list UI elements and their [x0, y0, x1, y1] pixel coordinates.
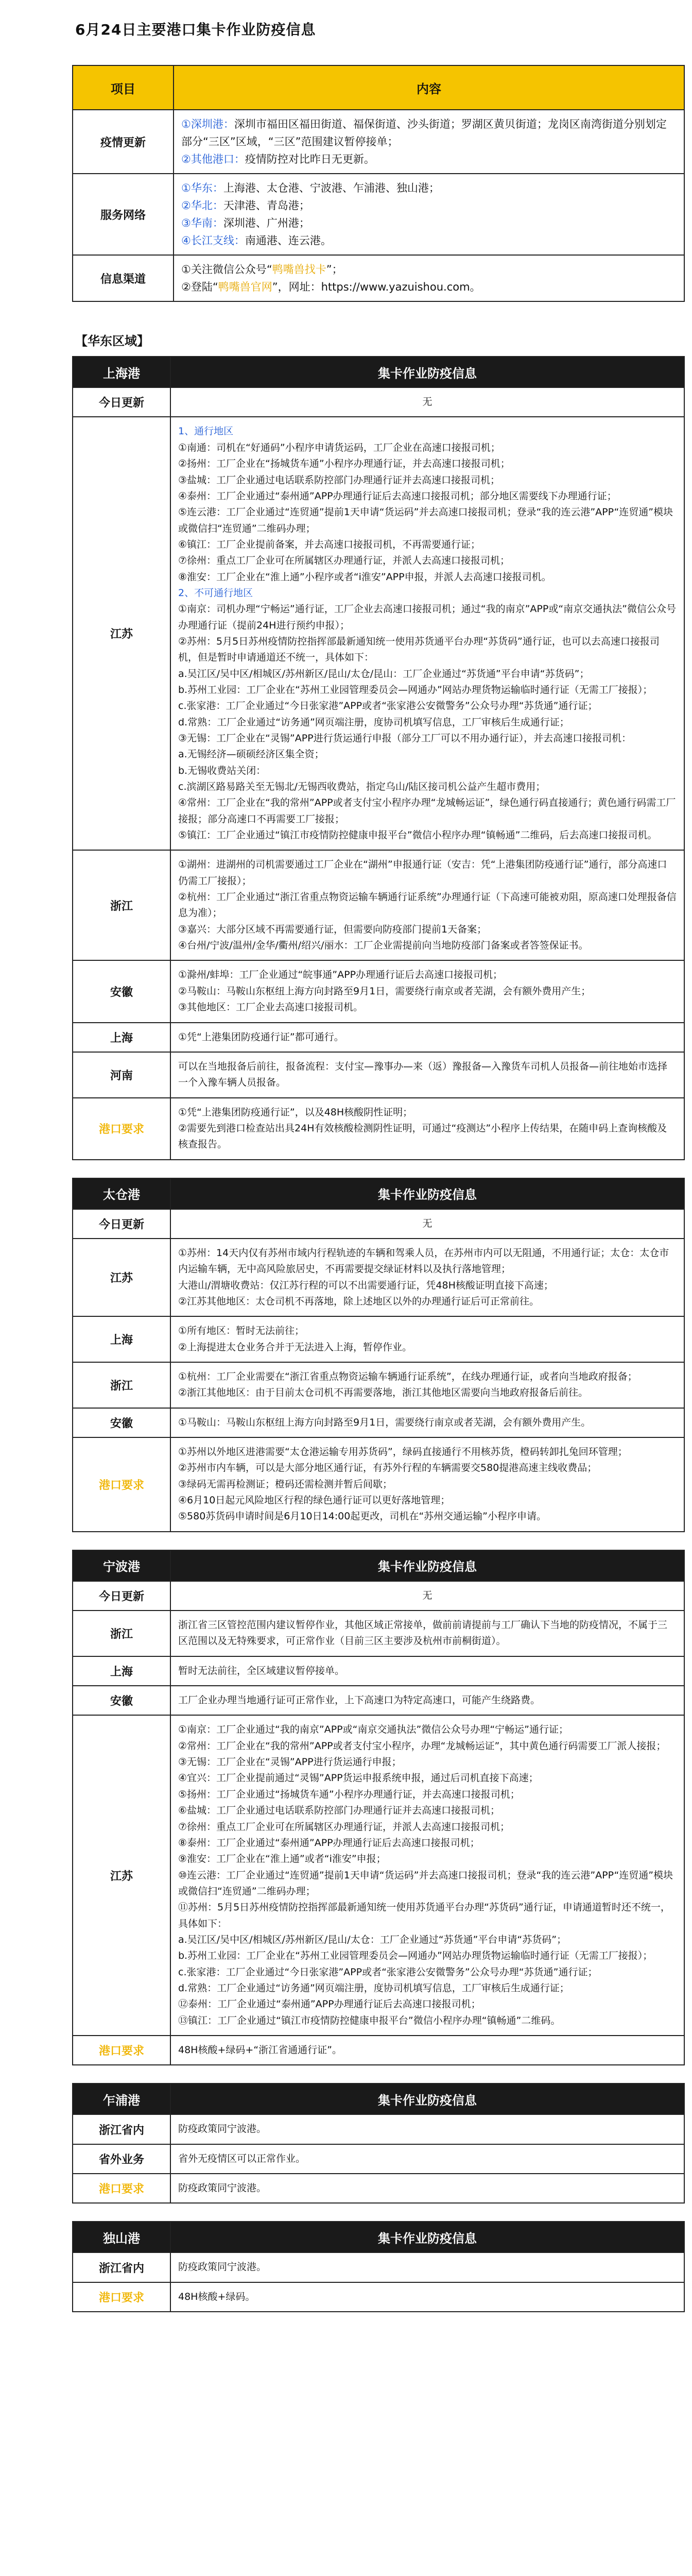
port-row-line: 无 [422, 1217, 432, 1229]
port-row-content [170, 2282, 684, 2312]
port-row-content [170, 1316, 684, 1362]
port-row-content [170, 417, 684, 850]
port-header-row [73, 357, 684, 387]
port-row-content [170, 1686, 684, 1715]
port-name: 宁波港 [73, 1550, 170, 1581]
port-row-content [170, 1581, 684, 1611]
port-row-content [170, 1362, 684, 1408]
summary-row-label: 服务网络 [73, 174, 174, 255]
port-row [73, 2282, 684, 2312]
port-row-line: 1、通行地区 [178, 426, 234, 437]
port-row-label: 今日更新 [73, 387, 170, 417]
port-row [73, 1581, 684, 1611]
ports-container [72, 356, 692, 2312]
port-row-line: ①南通：司机在“好通码”小程序申请货运码，工厂企业在高速口接报司机； [178, 442, 500, 453]
summary-line-highlight: ①深圳港： [181, 118, 234, 130]
port-row [73, 1023, 684, 1052]
port-row [73, 1686, 684, 1715]
port-row [73, 2144, 684, 2174]
port-row-line: ⑨淮安：工厂企业在“淮上通”或者“i淮安”申报； [178, 1853, 386, 1865]
summary-line-highlight: ②其他港口： [181, 153, 245, 166]
port-table [72, 2221, 685, 2312]
port-row-line: b.无锡收费站关闭： [178, 765, 266, 776]
port-row-line: ②浙江其他地区：由于目前太仓司机不再需要落地，浙江其他地区需要向当地政府报备后前往。 [178, 1387, 589, 1399]
summary-line [181, 197, 677, 214]
port-table [72, 1178, 685, 1532]
summary-line [181, 150, 677, 168]
port-row-line: ③其他地区：工厂企业去高速口接报司机。 [178, 1002, 364, 1013]
summary-row [73, 255, 684, 301]
summary-line-text: 南通港、连云港。 [245, 234, 332, 247]
summary-line-text: 深圳港、广州港； [223, 217, 310, 230]
summary-line-text: 疫情防控对比昨日无更新。 [245, 153, 375, 166]
port-row-line: 暂时无法前往，全区域建议暂停接单。 [178, 1665, 345, 1676]
port-row-line: 浙江省三区管控范围内建议暂停作业，其他区域正常接单，做前前请提前与工厂确认下当地的防疫情况，不属于三区范围以及无特殊要求，可正常作业（目前三区主要涉及杭州市前桐街道）。 [178, 1619, 668, 1647]
port-row-line: ①南京：司机办理“宁畅运”通行证，工厂企业去高速口接报司机；通过“我的南京”APP或“南京交通执法”微信公众号办理通行证（提前24H进行预约申报）； [178, 603, 677, 631]
port-header-row [73, 2083, 684, 2114]
port-row-label: 安徽 [73, 960, 170, 1022]
port-row-label: 浙江省内 [73, 2114, 170, 2144]
port-row-line: ①杭州：工厂企业需要在“浙江省重点物资运输车辆通行证系统”，在线办理通行证，或者向当地政府报备； [178, 1370, 637, 1382]
port-header-title: 集卡作业防疫信息 [170, 357, 684, 387]
port-row-line: ①滁州/蚌埠：工厂企业通过“皖事通”APP办理通行证后去高速口接报司机； [178, 969, 503, 981]
port-row-line: ③无锡：工厂企业在“灵锡”APP进行货运通行申报； [178, 1756, 402, 1768]
port-header-row [73, 2222, 684, 2252]
port-row-line: ⑦徐州：重点工厂企业可在所属辖区办理通行证，并派人去高速口接报司机； [178, 555, 510, 567]
port-row-content [170, 1715, 684, 2036]
page-title: 6月24日主要港口集卡作业防疫信息 [75, 21, 316, 38]
port-row-line: ④6月10日起元风险地区行程的绿色通行证可以更好落地管理； [178, 1495, 451, 1506]
port-row-line: ②常州：工厂企业在“我的常州”APP或者支付宝小程序，办理“龙城畅运证”，其中黄色通行码需要工厂派人接报； [178, 1740, 666, 1752]
port-row-line: ②马鞍山：马鞍山东枢纽上海方向封路至9月1日，需要绕行南京或者芜湖，会有额外费用产生； [178, 985, 591, 997]
port-row-content [170, 2174, 684, 2203]
port-row-line: ①马鞍山：马鞍山东枢纽上海方向封路至9月1日，需要绕行南京或者芜湖，会有额外费用产生。 [178, 1416, 591, 1428]
summary-line [181, 115, 677, 150]
port-header-title: 集卡作业防疫信息 [170, 1550, 684, 1581]
port-row-content [170, 850, 684, 960]
port-header-row [73, 1550, 684, 1581]
port-row-line: 无 [422, 396, 432, 408]
port-row-line: ④宜兴：工厂企业提前通过“灵锡”APP货运申报系统申报，通过后司机直接下高速； [178, 1772, 539, 1784]
port-row-line: ①凭“上港集团防疫通行证”都可通行。 [178, 1031, 344, 1043]
summary-col-content: 内容 [174, 65, 684, 110]
summary-line-tail: ”，网址：https://www.yazuishou.com。 [272, 281, 481, 294]
port-row-line: ②杭州：工厂企业通过“浙江省重点物资运输车辆通行证系统”办理通行证（下高速可能被劝阻，原高速口处理报备信息为准）； [178, 891, 677, 919]
port-row [73, 1239, 684, 1316]
summary-row [73, 174, 684, 255]
port-row-line: ②苏州：5月5日苏州疫情防控指挥部最新通知统一使用苏货通平台办理“苏货码”通行证，也可以去高速口接报司机，但是暂时申请通道还不统一，具体如下： [178, 635, 660, 664]
port-row-content [170, 960, 684, 1022]
port-header-title: 集卡作业防疫信息 [170, 2083, 684, 2114]
port-row-label: 安徽 [73, 1408, 170, 1437]
port-name: 上海港 [73, 357, 170, 387]
port-row-line: ⑫泰州：工厂企业通过“泰州通”APP办理通行证后去高速口接报司机； [178, 1998, 481, 2010]
port-row-line: 防疫政策同宁波港。 [178, 2123, 267, 2135]
summary-row-content [174, 174, 684, 255]
port-row-line: 大港山/渭塘收费站：仅江苏行程的可以不出需要通行证，凭48H核酸证明直接下高速； [178, 1279, 553, 1291]
port-row-label: 上海 [73, 1656, 170, 1686]
port-row-content [170, 2144, 684, 2174]
port-row-content [170, 2252, 684, 2282]
port-row-line: ①苏州以外地区进港需要“太仓港运输专用苏货码”，绿码直接通行不用核苏货，橙码转卸扎兔回环管理； [178, 1446, 628, 1458]
port-row-line: ⑩连云港：工厂企业通过“连贸通”提前1天申请“货运码”并去高速口接报司机；登录“我的连云港”APP“连贸通”模块或微信扫“连贸通”二维码办理； [178, 1869, 673, 1897]
port-row-label: 浙江省内 [73, 2252, 170, 2282]
summary-row-content [174, 110, 684, 174]
port-row-line: 2、不可通行地区 [178, 587, 253, 599]
port-row-label: 港口要求 [73, 1437, 170, 1532]
port-row-line: c.张家港：工厂企业通过“今日张家港”APP或者“张家港公安微警务”公众号办理“苏货通”通行证； [178, 700, 598, 712]
port-row-content [170, 1239, 684, 1316]
summary-body [73, 110, 684, 301]
summary-line-text: ②登陆“ [181, 281, 218, 294]
port-row [73, 960, 684, 1022]
port-row-line: ①所有地区：暂时无法前往； [178, 1325, 305, 1337]
port-row-line: ⑧淮安：工厂企业在“淮上通”小程序或者“i淮安”APP申报，并派人去高速口接报司机。 [178, 571, 551, 583]
port-row-line: b.苏州工业园：工厂企业在“苏州工业园管理委员会—网通办”网站办理货物运输临时通行证（无需工厂接报）； [178, 684, 653, 696]
port-row [73, 1098, 684, 1160]
port-row [73, 1437, 684, 1532]
port-row-label: 江苏 [73, 1715, 170, 2036]
port-row-line: ③无锡：工厂企业在“灵锡”APP进行货运通行申报（部分工厂可以不用办通行证），并去高速口接报司机： [178, 733, 632, 744]
summary-line-highlight: ③华南： [181, 217, 223, 230]
port-name: 独山港 [73, 2222, 170, 2252]
port-row-label: 安徽 [73, 1686, 170, 1715]
port-row-line: ⑥镇江：工厂企业提前备案，并去高速口接报司机，不再需要通行证； [178, 538, 481, 550]
port-row [73, 2174, 684, 2203]
port-row-label: 上海 [73, 1023, 170, 1052]
port-row-content [170, 1098, 684, 1160]
port-row [73, 2252, 684, 2282]
summary-line-highlight: ④长江支线： [181, 234, 245, 247]
port-row-line: ⑧泰州：工厂企业通过“泰州通”APP办理通行证后去高速口接报司机； [178, 1837, 480, 1849]
port-header-title: 集卡作业防疫信息 [170, 1178, 684, 1209]
port-header-title: 集卡作业防疫信息 [170, 2222, 684, 2252]
port-row-content [170, 1611, 684, 1656]
port-row [73, 2114, 684, 2144]
port-table [72, 1550, 685, 2066]
port-row-line: ⑤扬州：工厂企业通过“扬城货车通”小程序办理通行证，并去高速口接报司机； [178, 1788, 520, 1800]
port-row-label: 上海 [73, 1316, 170, 1362]
port-row-line: ①湖州：进湖州的司机需要通过工厂企业在“湖州”申报通行证（安吉：凭“上港集团防疫通行证”通行，部分高速口仍需工厂接报）； [178, 859, 667, 887]
port-row-line: c.张家港：工厂企业通过“今日张家港”APP或者“张家港公安微警务”公众号办理“苏货通”通行证； [178, 1966, 598, 1978]
port-row [73, 387, 684, 417]
port-row-line: b.苏州工业园：工厂企业在“苏州工业园管理委员会—网通办”网站办理货物运输临时通行证（无需工厂接报）； [178, 1950, 653, 1962]
port-row-label: 港口要求 [73, 2174, 170, 2203]
port-row-label: 港口要求 [73, 2036, 170, 2065]
port-row-line: ②江苏其他地区：太仓司机不再落地，除上述地区以外的办理通行证后可正常前往。 [178, 1295, 540, 1307]
port-row-line: ③盐城：工厂企业通过电话联系防控部门办理通行证并去高速口接报司机； [178, 474, 500, 486]
summary-line-text: 上海港、太仓港、宁波港、乍浦港、独山港； [223, 182, 440, 195]
port-row-line: ③嘉兴：大部分区域不再需要通行证，但需要向防疫部门提前1天备案； [178, 923, 487, 935]
port-row-label: 港口要求 [73, 2282, 170, 2312]
summary-table [72, 65, 685, 302]
port-row-line: 工厂企业办理当地通行证可正常作业，上下高速口为特定高速口，可能产生绕路费。 [178, 1694, 541, 1706]
port-row-line: ①凭“上港集团防疫通行证”，以及48H核酸阴性证明； [178, 1106, 413, 1118]
port-row-label: 今日更新 [73, 1209, 170, 1239]
summary-col-item: 项目 [73, 65, 174, 110]
port-name: 太仓港 [73, 1178, 170, 1209]
summary-line-text: 深圳市福田区福田街道、福保街道、沙头街道；罗湖区黄贝街道；龙岗区南湾街道分别划定部分“三区”区域，“三区”范围建议暂停接单； [181, 118, 667, 148]
port-name: 乍浦港 [73, 2083, 170, 2114]
summary-line [181, 232, 677, 249]
port-row [73, 1052, 684, 1098]
port-row-line: a.吴江区/吴中区/相城区/苏州新区/昆山/太仓/昆山：工厂企业通过“苏货通”平台申请“苏货码”； [178, 668, 590, 680]
port-row-line: d.常熟：工厂企业通过“访务通”网页端注册，度协司机填写信息，工厂审核后生成通行证； [178, 716, 569, 728]
port-row-line: 防疫政策同宁波港。 [178, 2182, 267, 2194]
port-row-line: ②扬州：工厂企业在“扬城货车通”小程序办理通行证，并去高速口接报司机； [178, 458, 510, 470]
summary-header-row [73, 65, 684, 110]
summary-link-highlight[interactable]: 鸭嘴兽官网 [218, 281, 272, 294]
port-row-line: ④常州：工厂企业在“我的常州”APP或者支付宝小程序办理“龙城畅运证”，绿色通行码直接通行；黄色通行码需工厂接报；部分高速口不再需要工厂接报； [178, 797, 676, 825]
summary-row [73, 110, 684, 174]
summary-line [181, 179, 677, 197]
port-row-line: ①南京：工厂企业通过“我的南京”APP或“南京交通执法”微信公众号办理“宁畅运”通行证； [178, 1724, 569, 1736]
port-row-label: 江苏 [73, 1239, 170, 1316]
port-row-line: a.无锡经济—硕硕经济区集全资； [178, 749, 324, 760]
port-row-label: 浙江 [73, 850, 170, 960]
port-row-label: 浙江 [73, 1362, 170, 1408]
port-row-label: 浙江 [73, 1611, 170, 1656]
summary-line-text: 天津港、青岛港； [223, 199, 310, 212]
summary-row-label: 疫情更新 [73, 110, 174, 174]
summary-line-text: ①关注微信公众号“ [181, 263, 272, 276]
port-row-label: 省外业务 [73, 2144, 170, 2174]
summary-line-highlight: ①华东： [181, 182, 223, 195]
port-row [73, 1362, 684, 1408]
port-row-line: 防疫政策同宁波港。 [178, 2261, 267, 2273]
port-row-line: ②苏州市内车辆，可以是大部分地区通行证，有苏外行程的车辆需要交580提港高速主线收费品； [178, 1462, 597, 1474]
port-row-content [170, 1209, 684, 1239]
port-row-content [170, 2114, 684, 2144]
summary-link-highlight[interactable]: 鸭嘴兽找卡 [272, 263, 326, 276]
port-row-line: ④泰州：工厂企业通过“泰州通”APP办理通行证后去高速口接报司机；部分地区需要线下办理通行证； [178, 490, 617, 502]
port-row [73, 1316, 684, 1362]
port-row [73, 2036, 684, 2065]
port-row-line: 48H核酸+绿码。 [178, 2291, 255, 2302]
summary-row-content [174, 255, 684, 301]
port-row-line: ⑪苏州：5月5日苏州疫情防控指挥部最新通知统一使用苏货通平台办理“苏货码”通行证，申请通道暂时还不统一，具体如下： [178, 1902, 670, 1929]
port-row-line: ⑤连云港：工厂企业通过“连贸通”提前1天申请“货运码”并去高速口接报司机；登录“我的连云港”APP“连贸通”模块或微信扫“连贸通”二维码办理； [178, 506, 673, 534]
port-row-line: ⑤580苏货码申请时间是6月10日14:00起更改，司机在“苏州交通运输”小程序申请。 [178, 1511, 547, 1522]
port-row-content [170, 1656, 684, 1686]
summary-line [181, 214, 677, 232]
port-row-content [170, 387, 684, 417]
region-label: 【华东区域】 [75, 334, 149, 349]
port-row-label: 今日更新 [73, 1581, 170, 1611]
summary-line-highlight: ②华北： [181, 199, 223, 212]
port-row-content [170, 1437, 684, 1532]
port-row-line: ③绿码无需再检测证；橙码还需检测并暂后间歇； [178, 1478, 393, 1490]
summary-line [181, 278, 677, 296]
port-header-row [73, 1178, 684, 1209]
port-row [73, 1209, 684, 1239]
port-row-line: 无 [422, 1589, 432, 1601]
port-row-label: 江苏 [73, 417, 170, 850]
port-row-line: c.滨湖区路易路关至无锡北/无锡西收费站，指定乌山/陆区接司机公益产生超市费用； [178, 781, 546, 793]
port-row-content [170, 1052, 684, 1098]
port-row-content [170, 1408, 684, 1437]
port-row [73, 850, 684, 960]
port-row-line: 可以在当地报备后前往，报备流程：支付宝—豫事办—来（返）豫报备—入豫货车司机人员报备—前往地始市选择一个入豫车辆人员报备。 [178, 1060, 668, 1089]
summary-row-label: 信息渠道 [73, 255, 174, 301]
summary-line [181, 261, 677, 278]
port-row [73, 417, 684, 850]
port-row-line: d.常熟：工厂企业通过“访务通”网页端注册，度协司机填写信息，工厂审核后生成通行证； [178, 1982, 569, 1994]
port-row-line: 48H核酸+绿码+“浙江省通通行证”。 [178, 2044, 342, 2056]
port-row-line: ④台州/宁波/温州/金华/衢州/绍兴/丽水：工厂企业需提前向当地防疫部门备案或者答签保证书。 [178, 940, 589, 952]
port-row-content [170, 1023, 684, 1052]
port-row-content [170, 2036, 684, 2065]
port-row [73, 1611, 684, 1656]
port-row-line: ①苏州：14天内仅有苏州市域内行程轨迹的车辆和驾乘人员，在苏州市内可以无阻通，不用通行证；太仓：太仓市内运输车辆，无中高风险旅居史，不再需要提交绿证材料以及执行落地管理； [178, 1247, 669, 1275]
port-row-line: ⑥盐城：工厂企业通过电话联系防控部门办理通行证并去高速口接报司机； [178, 1805, 500, 1817]
port-row-line: ⑬镇江：工厂企业通过“镇江市疫情防控健康申报平台”微信小程序办理“镇畅通”二维码。 [178, 2014, 561, 2026]
port-row [73, 1408, 684, 1437]
port-table [72, 2083, 685, 2204]
port-row-line: ②需要先到港口检查站出具24H有效核酸检测阴性证明，可通过“疫测达”小程序上传结果，在随申码上查询核酸及核查报告。 [178, 1122, 667, 1150]
port-row [73, 1656, 684, 1686]
port-row-line: ⑦徐州：重点工厂企业可在所属辖区办理通行证，并派人去高速口接报司机； [178, 1821, 510, 1833]
port-row-line: ②上海提进太仓业务合并于无法进入上海，暂停作业。 [178, 1341, 412, 1353]
port-row-line: 省外无疫情区可以正常作业。 [178, 2153, 306, 2164]
port-row-label: 河南 [73, 1052, 170, 1098]
summary-line-tail: ”； [326, 263, 343, 276]
port-table [72, 356, 685, 1160]
port-row-line: ⑤镇江：工厂企业通过“镇江市疫情防控健康申报平台”微信小程序办理“镇畅通”二维码，后去高速口接报司机。 [178, 829, 658, 841]
port-row-label: 港口要求 [73, 1098, 170, 1160]
port-row-line: a.吴江区/吴中区/相城区/苏州新区/昆山/太仓：工厂企业通过“苏货通”平台申请“苏货码”； [178, 1934, 567, 1945]
port-row [73, 1715, 684, 2036]
